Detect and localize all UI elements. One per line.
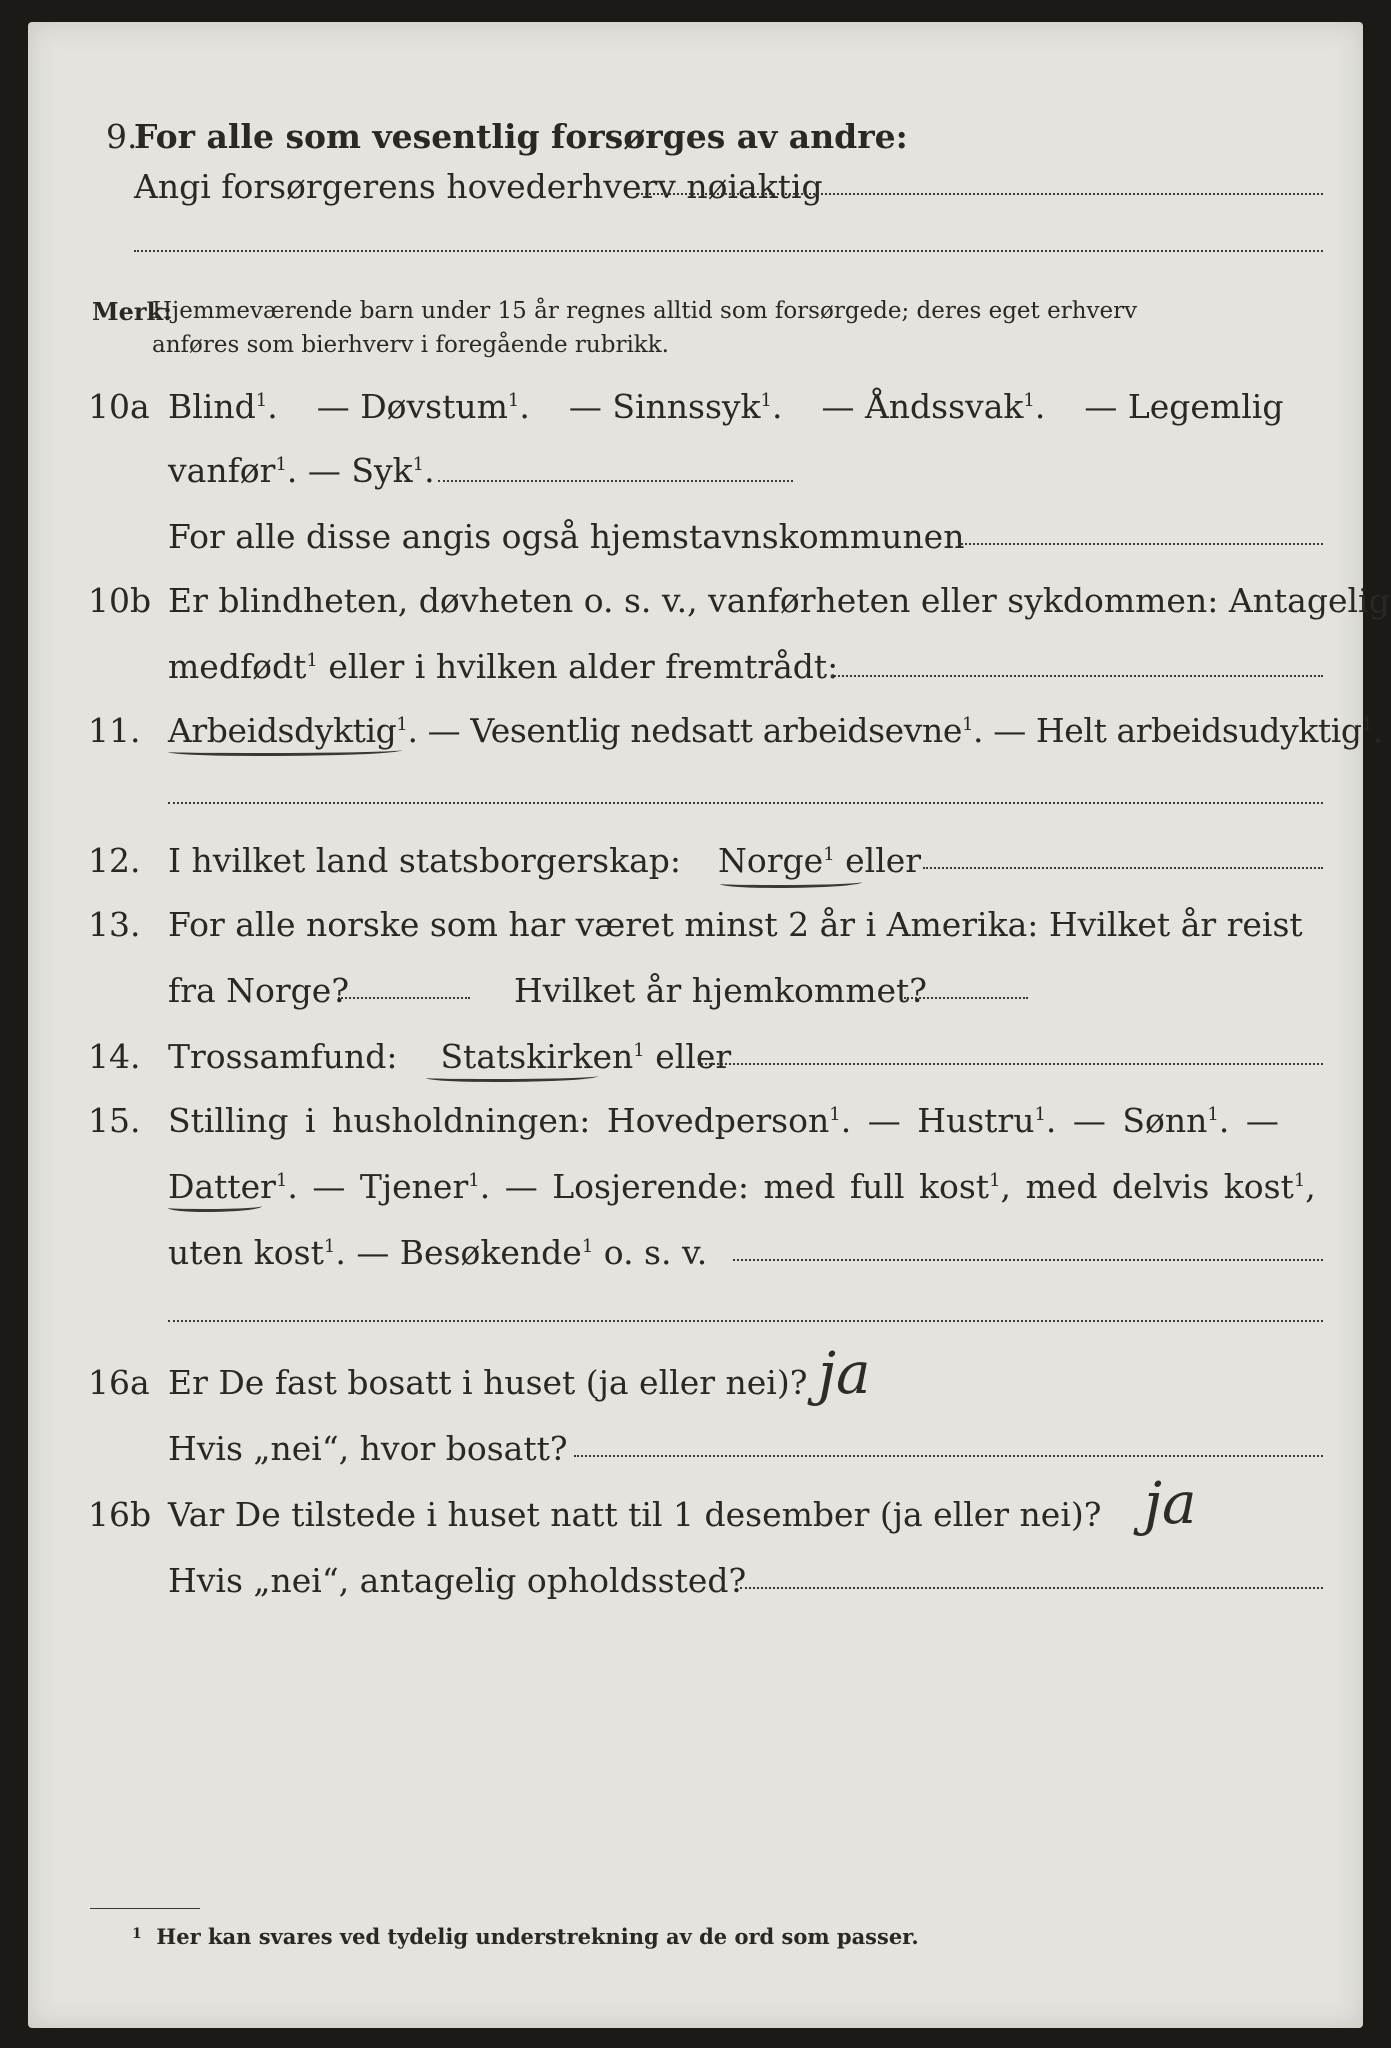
q12-line: I hvilket land statsborgerskap: Norge$^1$ eller — [168, 841, 922, 880]
q10b-line1: Er blindheten, døvheten o. s. v., vanførheten eller sykdommen: Antagelig — [168, 581, 1390, 620]
q13-reist-line[interactable] — [338, 997, 470, 999]
norge-underline — [720, 878, 862, 888]
q9-number: 9. — [106, 117, 138, 156]
q11-answer-line[interactable] — [168, 802, 1323, 804]
q10b-line2: medfødt$^1$ eller i hvilken alder fremtrådt: — [168, 647, 839, 686]
q16a-answer-line[interactable] — [574, 1455, 1323, 1457]
opt-sonn[interactable]: — Sønn$^1$. — [1072, 1101, 1230, 1140]
statskirken-underline — [426, 1072, 598, 1082]
q13-hjem: Hvilket år hjemkommet? — [514, 971, 927, 1010]
q10a-line1 — [168, 387, 1284, 426]
q10b-answer-line[interactable] — [831, 675, 1323, 677]
q16b-line1: Var De tilstede i huset natt til 1 desember (ja eller nei)? — [168, 1495, 1102, 1534]
q16a-line2: Hvis „nei“, hvor bosatt? — [168, 1429, 568, 1468]
q16b-number: 16b — [88, 1495, 152, 1534]
q10a-line3: For alle disse angis også hjemstavnskommunen — [168, 517, 965, 556]
q10a-line2 — [168, 451, 435, 490]
opt-andssvak[interactable]: — Åndssvak$^1$. — [821, 387, 1046, 426]
merk-line2: anføres som bierhverv i foregående rubrikk. — [152, 332, 669, 358]
opt-datter[interactable]: Datter$^1$. — [168, 1167, 298, 1206]
opt-statskirken[interactable]: Statskirken$^1$ — [440, 1037, 645, 1076]
q16b-line2: Hvis „nei“, antagelig opholdssted? — [168, 1561, 747, 1600]
q14-number: 14. — [88, 1037, 141, 1076]
q10b-number: 10b — [88, 581, 152, 620]
q12-number: 12. — [88, 841, 141, 880]
q9-heading: For alle som vesentlig forsørges av andre: — [134, 117, 908, 156]
q10a-syk-line[interactable] — [438, 480, 793, 482]
q9-answer-line-2[interactable] — [134, 250, 1323, 252]
arbeidsdyktig-underline — [168, 746, 402, 756]
datter-underline — [168, 1202, 262, 1212]
q16b-handwritten-answer[interactable]: ja — [1144, 1469, 1197, 1537]
opt-delvis-kost[interactable]: , med delvis kost$^1$, — [1000, 1167, 1316, 1206]
opt-dovstum[interactable]: — Døvstum$^1$. — [316, 387, 530, 426]
q13-number: 13. — [88, 905, 141, 944]
opt-arbeidsdyktig[interactable]: Arbeidsdyktig$^1$. — [168, 711, 418, 750]
opt-nedsatt[interactable]: — Vesentlig nedsatt arbeidsevne$^1$. — [427, 711, 984, 750]
opt-sinnssyk[interactable]: — Sinnssyk$^1$. — [568, 387, 783, 426]
opt-blind[interactable]: Blind$^1$. — [168, 387, 278, 426]
q15-line3: uten kost$^1$. — Besøkende$^1$ o. s. v. — [168, 1233, 708, 1272]
q10a-number: 10a — [88, 387, 150, 426]
q9-line2: Angi forsørgerens hovederhverv nøiaktig — [134, 167, 823, 206]
opt-syk[interactable]: — Syk$^1$. — [307, 451, 435, 490]
q15-number: 15. — [88, 1101, 141, 1140]
q14-answer-line[interactable] — [698, 1063, 1323, 1065]
q11-line — [168, 711, 1383, 750]
opt-hovedperson[interactable]: Stilling i husholdningen: Hovedperson$^1$. — [168, 1101, 852, 1140]
opt-norge[interactable]: Norge$^1$ — [718, 841, 835, 880]
q15-answer-line-2[interactable] — [168, 1320, 1323, 1322]
q10a-kommune-line[interactable] — [958, 543, 1323, 545]
opt-legemlig[interactable]: — Legemlig — [1084, 387, 1284, 426]
opt-udyktig[interactable]: — Helt arbeidsudyktig$^1$. — [993, 711, 1383, 750]
q15-line1: Stilling i husholdningen: Hovedperson$^1$. — Hustru$^1$. — Sønn$^1$. — — [168, 1101, 1279, 1140]
q13-hjemkommet-line[interactable] — [904, 997, 1028, 999]
q16b-answer-line[interactable] — [740, 1587, 1323, 1589]
q15-answer-line[interactable] — [733, 1259, 1323, 1261]
opt-besokende[interactable]: — Besøkende$^1$ — [356, 1233, 594, 1272]
q14-line: Trossamfund: Statskirken$^1$ eller — [168, 1037, 732, 1076]
merk-label: Merk: — [92, 297, 172, 326]
q16a-handwritten-answer[interactable]: ja — [818, 1339, 871, 1407]
opt-full-kost[interactable]: — Losjerende: med full kost$^1$ — [504, 1167, 1001, 1206]
q13-line1: For alle norske som har været minst 2 år i Amerika: Hvilket år reist — [168, 905, 1303, 944]
merk-line1: Hjemmeværende barn under 15 år regnes alltid som forsørgede; deres eget erhverv — [152, 298, 1138, 324]
q15-line2 — [168, 1167, 1316, 1206]
q16a-number: 16a — [88, 1363, 150, 1402]
opt-tjener[interactable]: — Tjener$^1$. — [312, 1167, 491, 1206]
q11-number: 11. — [88, 711, 141, 750]
q13-fra: fra Norge? — [168, 971, 350, 1010]
q16a-line1: Er De fast bosatt i huset (ja eller nei)? — [168, 1363, 808, 1402]
opt-hustru[interactable]: — Hustru$^1$. — [867, 1101, 1057, 1140]
footnote: $^1$ Her kan svares ved tydelig understrekning av de ord som passer. — [132, 1924, 919, 1949]
opt-uten-kost[interactable]: uten kost$^1$. — [168, 1233, 346, 1272]
opt-vanfor[interactable]: vanfør$^1$. — [168, 451, 298, 490]
footnote-divider — [90, 1908, 200, 1909]
q12-answer-line[interactable] — [923, 867, 1323, 869]
census-form-page — [28, 22, 1390, 2028]
q9-answer-line[interactable] — [636, 193, 1323, 195]
